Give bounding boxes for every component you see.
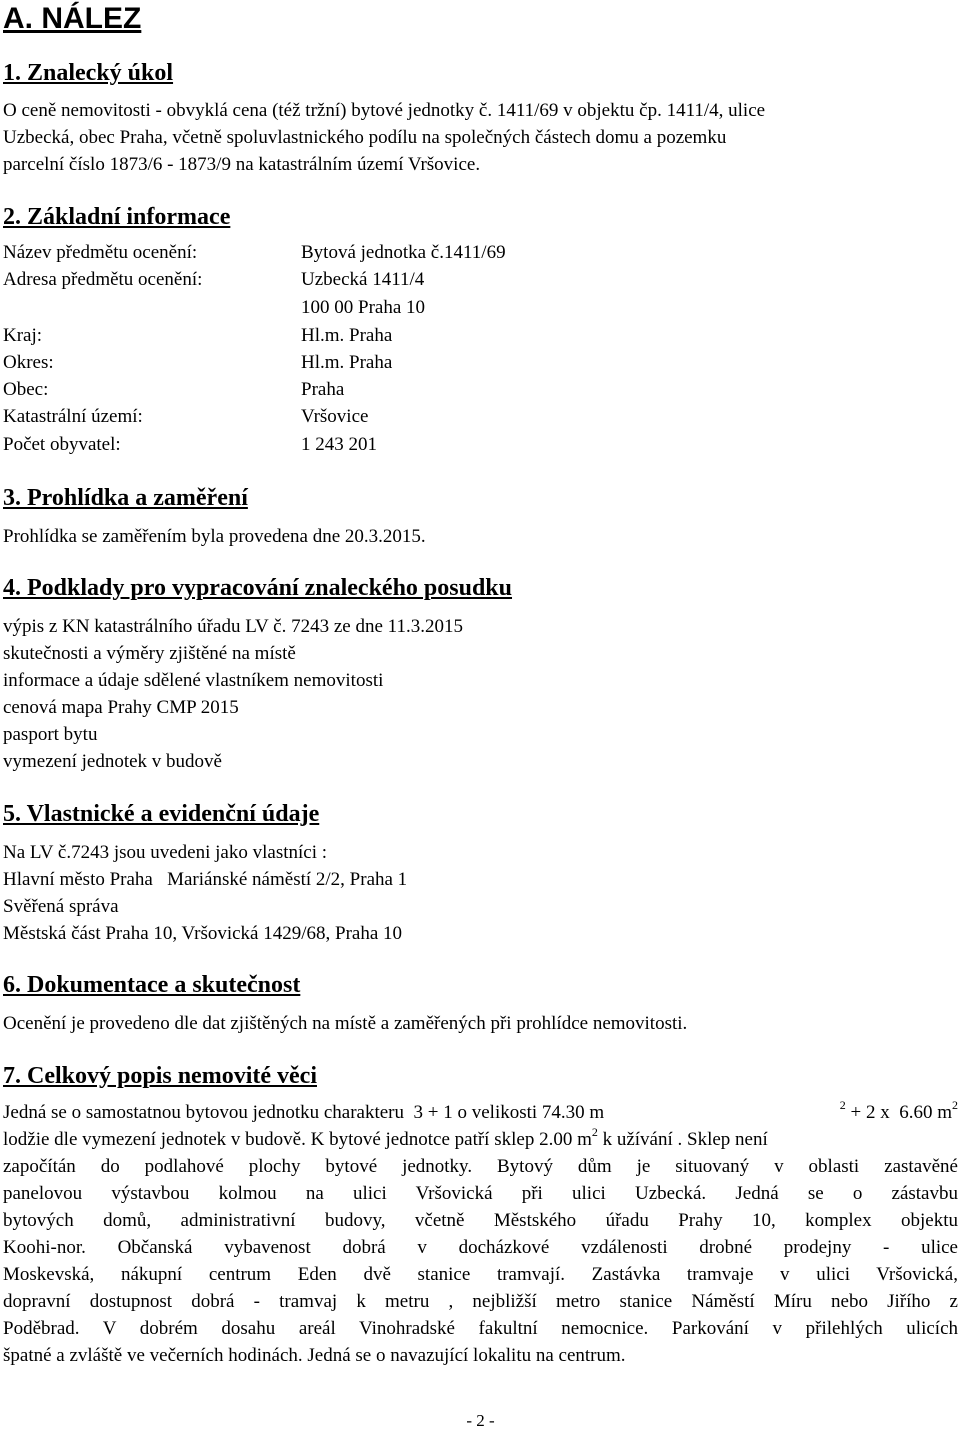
info-label: Název předmětu ocenění: bbox=[3, 242, 198, 263]
info-label: Kraj: bbox=[3, 325, 43, 346]
desc-line: Koohi-nor. Občanská vybavenost dobrá v docházkové vzdálenosti drobné prodejny - ulice bbox=[3, 1237, 958, 1258]
section-7-heading: 7. Celkový popis nemovité věci bbox=[3, 1063, 317, 1089]
desc-line-2b: k užívání . Sklep není bbox=[597, 1129, 768, 1150]
owner-line: Hlavní město Praha Mariánské náměstí 2/2, Praha 1 bbox=[3, 869, 408, 890]
section-4-heading: 4. Podklady pro vypracování znaleckého posudku bbox=[3, 575, 513, 601]
desc-line-1b: + 2 x 6.60 m bbox=[845, 1102, 952, 1123]
s1-line-2: Uzbecká, obec Praha, včetně spoluvlastnického podílu na společných částech domu a pozemku bbox=[3, 127, 727, 148]
s3-text: Prohlídka se zaměřením byla provedena dne 20.3.2015. bbox=[3, 526, 426, 547]
source-item: pasport bytu bbox=[3, 724, 98, 745]
info-value: Bytová jednotka č.1411/69 bbox=[301, 242, 506, 263]
s1-line-1: O ceně nemovitosti - obvyklá cena (též tržní) bytové jednotky č. 1411/69 v objektu čp. 1411/4, ulice bbox=[3, 100, 766, 121]
info-value: Hl.m. Praha bbox=[301, 352, 393, 373]
desc-line: dopravní dostupnost dobrá - tramvaj k metru , nejbližší metro stanice Náměstí Míru nebo Jiřího z bbox=[3, 1291, 958, 1312]
document-title: A. NÁLEZ bbox=[3, 2, 142, 35]
unit-superscript: 2 bbox=[591, 1125, 598, 1139]
page-number: - 2 - bbox=[466, 1411, 495, 1430]
owner-line: Svěřená správa bbox=[3, 896, 119, 917]
info-value: Vršovice bbox=[301, 406, 369, 427]
source-item: vymezení jednotek v budově bbox=[3, 751, 222, 772]
info-value: Praha bbox=[301, 379, 345, 400]
section-3-heading: 3. Prohlídka a zaměření bbox=[3, 485, 248, 511]
desc-line: započítán do podlahové plochy bytové jednotky. Bytový dům je situovaný v oblasti zastavěné bbox=[3, 1156, 958, 1177]
source-item: skutečnosti a výměry zjištěné na místě bbox=[3, 643, 296, 664]
info-label: Počet obyvatel: bbox=[3, 434, 121, 455]
info-label: Okres: bbox=[3, 352, 54, 373]
info-label: Obec: bbox=[3, 379, 49, 400]
owner-line: Městská část Praha 10, Vršovická 1429/68, Praha 10 bbox=[3, 923, 403, 944]
info-label: Adresa předmětu ocenění: bbox=[3, 269, 203, 290]
info-value: Uzbecká 1411/4 bbox=[301, 269, 425, 290]
desc-last-line: špatné a zvláště ve večerních hodinách. Jedná se o navazující lokalitu na centrum. bbox=[3, 1345, 626, 1366]
desc-line: bytových domů, administrativní budovy, včetně Městského úřadu Prahy 10, komplex objektu bbox=[3, 1210, 958, 1231]
section-5-heading: 5. Vlastnické a evidenční údaje bbox=[3, 801, 320, 827]
section-2-heading: 2. Základní informace bbox=[3, 204, 231, 230]
desc-line: Poděbrad. V dobrém dosahu areál Vinohradské fakultní nemocnice. Parkování v přilehlých ulicích bbox=[3, 1318, 958, 1339]
info-value: 1 243 201 bbox=[301, 434, 377, 455]
unit-superscript: 2 bbox=[839, 1098, 846, 1112]
desc-line-1a: Jedná se o samostatnou bytovou jednotku charakteru 3 + 1 o velikosti 74.30 m bbox=[3, 1102, 605, 1123]
desc-line: panelovou výstavbou kolmou na ulici Vršovická při ulici Uzbecká. Jedná se o zástavbu bbox=[3, 1183, 958, 1204]
s6-text: Ocenění je provedeno dle dat zjištěných na místě a zaměřených při prohlídce nemovitosti. bbox=[3, 1013, 688, 1034]
desc-line-2a: lodžie dle vymezení jednotek v budově. K bytové jednotce patří sklep 2.00 m bbox=[3, 1129, 592, 1150]
owner-line: Na LV č.7243 jsou uvedeni jako vlastníci : bbox=[3, 842, 328, 863]
info-value: 100 00 Praha 10 bbox=[301, 297, 426, 318]
section-6-heading: 6. Dokumentace a skutečnost bbox=[3, 972, 301, 998]
source-item: výpis z KN katastrálního úřadu LV č. 7243 ze dne 11.3.2015 bbox=[3, 616, 463, 637]
desc-line: Moskevská, nákupní centrum Eden dvě stanice tramvají. Zastávka tramvaje v ulici Vršovická, bbox=[3, 1264, 958, 1285]
description-paragraph bbox=[3, 1099, 958, 1369]
info-value: Hl.m. Praha bbox=[301, 325, 393, 346]
info-label: Katastrální území: bbox=[3, 406, 143, 427]
unit-superscript: 2 bbox=[952, 1098, 958, 1112]
s1-line-3: parcelní číslo 1873/6 - 1873/9 na katastrálním území Vršovice. bbox=[3, 154, 481, 175]
source-item: cenová mapa Prahy CMP 2015 bbox=[3, 697, 239, 718]
section-1-heading: 1. Znalecký úkol bbox=[3, 60, 174, 86]
source-item: informace a údaje sdělené vlastníkem nemovitosti bbox=[3, 670, 384, 691]
